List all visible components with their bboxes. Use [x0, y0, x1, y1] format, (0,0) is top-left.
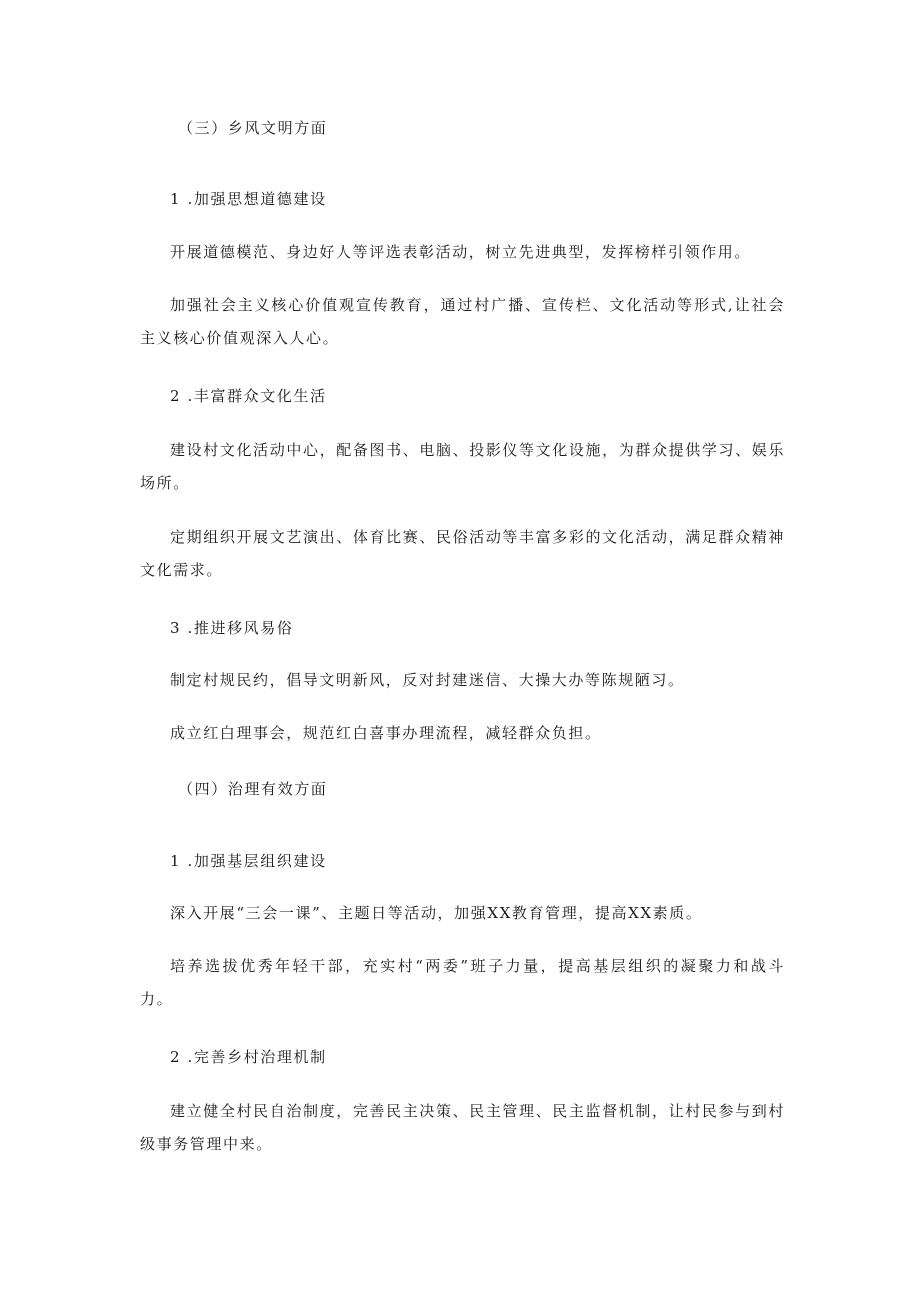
- section-heading-3: （三）乡风文明方面: [178, 119, 328, 137]
- paragraph-3-2-2: 定期组织开展文艺演出、体育比赛、民俗活动等丰富多彩的文化活动，满足群众精神文化需求。: [140, 528, 785, 579]
- paragraph-3-3-2: 成立红白理事会，规范红白喜事办理流程，减轻群众负担。: [170, 724, 602, 742]
- item-title-3-2: 2 .丰富群众文化生活: [170, 387, 327, 405]
- item-title-4-1: 1 .加强基层组织建设: [170, 852, 327, 870]
- paragraph-4-1-1: 深入开展“三会一课”、主题日等活动，加强XX教育管理，提高XX素质。: [170, 904, 703, 922]
- paragraph-4-2-1: 建立健全村民自治制度，完善民主决策、民主管理、民主监督机制，让村民参与到村级事务管理中来。: [140, 1102, 785, 1153]
- paragraph-3-2-1: 建设村文化活动中心，配备图书、电脑、投影仪等文化设施，为群众提供学习、娱乐场所。: [140, 441, 785, 492]
- paragraph-3-1-2: 加强社会主义核心价值观宣传教育，通过村广播、宣传栏、文化活动等形式,让社会主义核心价值观深入人心。: [140, 296, 785, 347]
- paragraph-3-1-1: 开展道德模范、身边好人等评选表彰活动，树立先进典型，发挥榜样引领作用。: [170, 243, 752, 261]
- paragraph-4-1-2: 培养选拔优秀年轻干部，充实村“两委”班子力量，提高基层组织的凝聚力和战斗力。: [140, 957, 785, 1008]
- paragraph-3-3-1: 制定村规民约，倡导文明新风，反对封建迷信、大操大办等陈规陋习。: [170, 671, 685, 689]
- item-title-4-2: 2 .完善乡村治理机制: [170, 1048, 327, 1066]
- section-heading-4: （四）治理有效方面: [178, 780, 328, 798]
- item-title-3-1: 1 .加强思想道德建设: [170, 190, 327, 208]
- item-title-3-3: 3 .推进移风易俗: [170, 619, 294, 637]
